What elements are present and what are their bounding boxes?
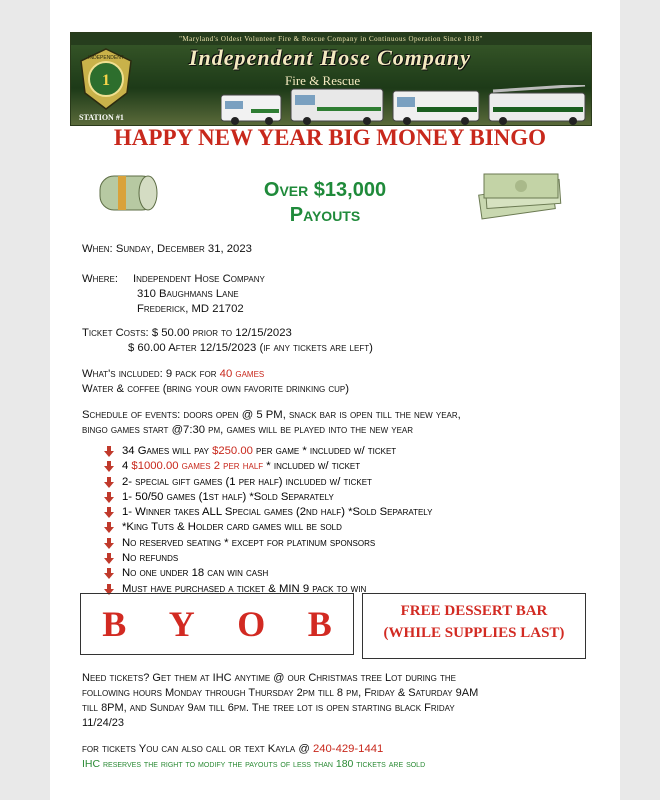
payout-line1: Over $13,000 bbox=[263, 179, 387, 201]
need-tickets-line1: Need tickets? Get them at IHC anytime @ our Christmas tree Lot during the bbox=[82, 672, 456, 684]
ticket-costs-line2: $ 60.00 After 12/15/2023 (if any tickets are left) bbox=[128, 342, 373, 354]
list-item: *King Tuts & Holder card games will be sold bbox=[102, 520, 433, 535]
arrow-down-icon bbox=[104, 477, 114, 488]
banner-tagline: "Maryland's Oldest Volunteer Fire & Rescue Company in Continuous Operation Since 1818" bbox=[71, 33, 591, 45]
event-headline: HAPPY NEW YEAR BIG MONEY BINGO bbox=[113, 125, 547, 150]
included-line2: Water & coffee (bring your own favorite drinking cup) bbox=[82, 383, 349, 395]
arrow-down-icon bbox=[104, 568, 114, 579]
fire-trucks-icon bbox=[221, 85, 591, 125]
byob-letter: Y bbox=[168, 604, 195, 644]
list-item: 4 $1000.00 games 2 per half * included w/ ticket bbox=[102, 459, 433, 474]
list-item: 1- 50/50 games (1st half) *Sold Separately bbox=[102, 490, 433, 505]
contact-line bbox=[82, 742, 383, 757]
arrow-down-icon bbox=[104, 538, 114, 549]
company-subtitle: Fire & Rescue bbox=[285, 73, 361, 88]
header-banner bbox=[70, 32, 592, 126]
payout-callout bbox=[225, 178, 425, 228]
byob-letter: B bbox=[102, 604, 127, 644]
list-item: 2- special gift games (1 per half) included w/ ticket bbox=[102, 475, 433, 490]
schedule-line1: Schedule of events: doors open @ 5 PM, snack bar is open till the new year, bbox=[82, 409, 461, 421]
arrow-down-icon bbox=[104, 446, 114, 457]
where-line3: Frederick, MD 21702 bbox=[137, 303, 244, 315]
included-prefix: What's included: 9 pack for bbox=[82, 368, 220, 380]
list-item: No reserved seating * except for platinum sponsors bbox=[102, 536, 433, 551]
need-tickets-line2: following hours Monday through Thursday 2pm till 8 pm, Friday & Saturday 9AM bbox=[82, 687, 479, 699]
badge-name: INDEPENDENT bbox=[88, 55, 124, 61]
payout-line2: Payouts bbox=[289, 204, 361, 226]
badge-number: 1 bbox=[102, 72, 110, 89]
contact-phone[interactable]: 240-429-1441 bbox=[312, 743, 384, 755]
list-item: 34 Games will pay $250.00 per game * included w/ ticket bbox=[102, 444, 433, 459]
need-tickets-line4: 11/24/23 bbox=[82, 717, 125, 729]
list-item: No one under 18 can win cash bbox=[102, 566, 433, 581]
where-line2: 310 Baughmans Lane bbox=[137, 288, 239, 300]
byob-letter: B bbox=[307, 604, 332, 644]
included-highlight: 40 games bbox=[219, 368, 265, 380]
list-item: No refunds bbox=[102, 551, 433, 566]
station-label: STATION #1 bbox=[79, 113, 124, 122]
game-list bbox=[102, 444, 433, 597]
included-line bbox=[82, 367, 264, 382]
arrow-down-icon bbox=[104, 461, 114, 472]
when-line: When: Sunday, December 31, 2023 bbox=[82, 243, 252, 255]
byob-box bbox=[80, 593, 354, 655]
company-title: Independent Hose Company bbox=[189, 45, 471, 70]
arrow-down-icon bbox=[104, 492, 114, 503]
arrow-down-icon bbox=[104, 507, 114, 518]
list-item: Must have purchased a ticket & MIN 9 pack to win bbox=[102, 582, 433, 597]
where-label: Where: bbox=[82, 273, 119, 285]
arrow-down-icon bbox=[104, 522, 114, 533]
contact-prefix: for tickets You can also call or text Kayla @ bbox=[82, 743, 313, 755]
ticket-costs-line1: Ticket Costs: $ 50.00 prior to 12/15/2023 bbox=[82, 327, 292, 339]
need-tickets-line3: till 8PM, and Sunday 9am till 6pm. The tree lot is open starting black Friday bbox=[82, 702, 455, 714]
money-roll-icon bbox=[96, 168, 160, 218]
dessert-line2: (WHILE SUPPLIES LAST) bbox=[383, 625, 565, 641]
schedule-line2: bingo games start @7:30 pm, games will be played into the new year bbox=[82, 424, 414, 436]
fire-badge-icon bbox=[77, 47, 135, 111]
where-line1: Independent Hose Company bbox=[133, 273, 265, 285]
disclaimer: IHC reserves the right to modify the payouts of less than 180 tickets are sold bbox=[82, 758, 426, 770]
arrow-down-icon bbox=[104, 553, 114, 564]
list-item: 1- Winner takes ALL Special games (2nd half) *Sold Separately bbox=[102, 505, 433, 520]
cash-stack-icon bbox=[476, 168, 566, 220]
dessert-line1: FREE DESSERT BAR bbox=[400, 603, 548, 619]
byob-letter: O bbox=[237, 604, 266, 644]
dessert-box bbox=[362, 593, 586, 659]
